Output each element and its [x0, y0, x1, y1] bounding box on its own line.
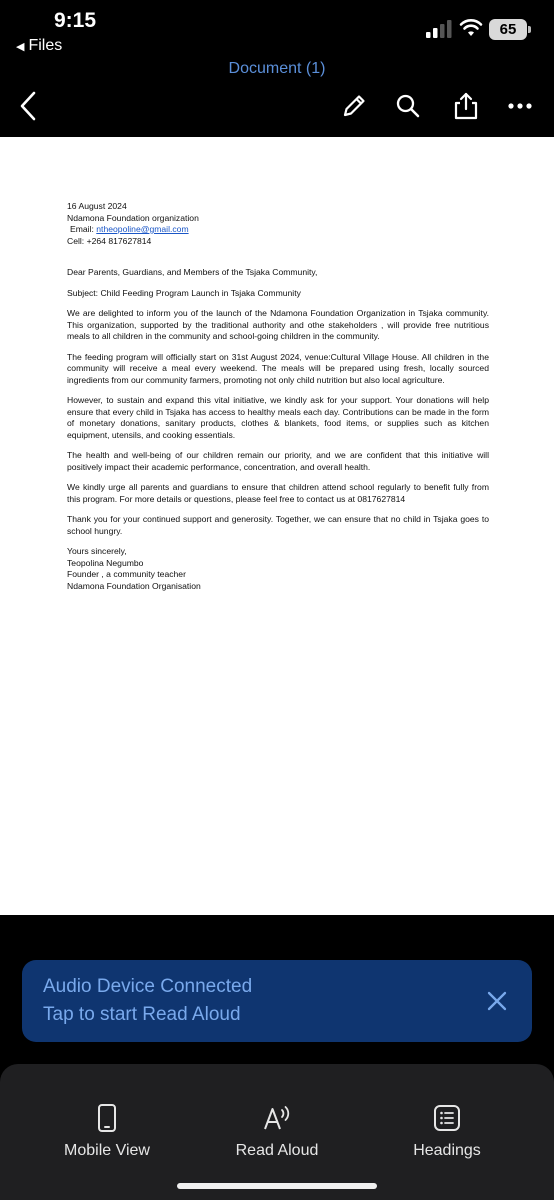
letter-org: Ndamona Foundation organization	[67, 212, 199, 223]
headings-list-icon	[433, 1104, 461, 1132]
letter-email-line	[67, 224, 489, 236]
letter-subject: Subject: Child Feeding Program Launch in Tsjaka Community	[67, 287, 301, 298]
signature-name: Teopolina Negumbo	[67, 557, 144, 568]
wifi-icon	[459, 18, 483, 38]
signature-org: Ndamona Foundation Organisation	[67, 580, 201, 591]
bottom-action-bar	[0, 1064, 554, 1200]
letter-closing: Yours sincerely,	[67, 546, 127, 556]
back-to-files-link[interactable]	[16, 37, 62, 55]
letter-paragraph-2: The feeding program will officially start on 31st August 2024, venue:Cultural Village House. All children in the community will receive a meal every weekend. The meals will be prepared using fresh, locally sourced ingredients from our community farmers, promoting not only child nutrition but also local agriculture.	[67, 351, 489, 385]
edit-button[interactable]	[336, 88, 372, 124]
share-button[interactable]	[448, 88, 484, 124]
battery-cap	[528, 26, 531, 33]
mobile-view-button[interactable]	[37, 1102, 177, 1160]
share-icon	[452, 91, 480, 121]
document-title[interactable]: Document (1)	[228, 60, 326, 77]
email-label: Email:	[70, 224, 94, 234]
back-chevron-icon	[17, 90, 39, 122]
pencil-icon	[340, 92, 368, 120]
home-indicator[interactable]	[177, 1183, 377, 1189]
more-icon	[507, 102, 533, 110]
mobile-view-label: Mobile View	[64, 1142, 150, 1159]
document-page[interactable]	[0, 137, 554, 915]
letter-date: 16 August 2024	[67, 201, 127, 211]
read-aloud-button[interactable]	[207, 1102, 347, 1160]
phone-icon	[97, 1103, 117, 1133]
headings-button[interactable]	[377, 1102, 517, 1160]
email-link[interactable]: ntheopoline@gmail.com	[96, 224, 189, 234]
letter-paragraph-6: Thank you for your continued support and generosity. Together, we can ensure that no child in Tsjaka goes to school hungry.	[67, 514, 489, 536]
letter-paragraph-1: We are delighted to inform you of the launch of the Ndamona Foundation Organization in Tsjaka community. This organization, supported by the traditional authority and othe stakeholders , will provide free nutritious meals to all children in the community and school-going children in the community.	[67, 308, 489, 341]
audio-device-toast[interactable]	[22, 960, 532, 1042]
close-icon[interactable]	[484, 988, 510, 1014]
battery-indicator: 65	[489, 19, 527, 40]
more-button[interactable]	[502, 88, 538, 124]
back-app-label: Files	[28, 37, 63, 54]
search-icon	[394, 92, 422, 120]
start-read-aloud-link[interactable]: Tap to start Read Aloud	[43, 1004, 241, 1025]
letter-paragraph-5: We kindly urge all parents and guardians to ensure that children attend school regularly to benefit fully from this program. For more details or questions, please feel free to contact us at 0817627814	[67, 482, 489, 504]
back-triangle-icon: ◀	[16, 40, 25, 53]
letter-paragraph-3: However, to sustain and expand this vital initiative, we kindly ask for your support. Your donations will help ensure that every child in Tsjaka has access to healthy meals each day. Contributions can be made in the form of monetary donations, sanitary products, clothes & blankets, food items, or supplies such as kitchen equipment, utensils, and cooking essentials.	[67, 395, 489, 440]
letter-paragraph-4: The health and well-being of our children remain our priority, and we are confident that this initiative will positively impact their academic performance, concentration, and overall health.	[67, 450, 489, 472]
read-aloud-icon	[262, 1104, 292, 1132]
cellular-signal-icon	[426, 20, 452, 38]
headings-label: Headings	[413, 1142, 481, 1159]
letter-salutation: Dear Parents, Guardians, and Members of the Tsjaka Community,	[67, 267, 318, 277]
read-aloud-label: Read Aloud	[235, 1142, 319, 1159]
status-time: 9:15	[54, 9, 97, 32]
status-bar	[0, 0, 554, 60]
signature-title: Founder , a community teacher	[67, 569, 186, 579]
document-toolbar	[0, 84, 554, 130]
back-button[interactable]	[10, 88, 46, 124]
letter-cell: Cell: +264 817627814	[67, 235, 152, 246]
letter-body	[67, 201, 489, 601]
toast-title: Audio Device Connected	[43, 976, 253, 997]
search-button[interactable]	[390, 88, 426, 124]
